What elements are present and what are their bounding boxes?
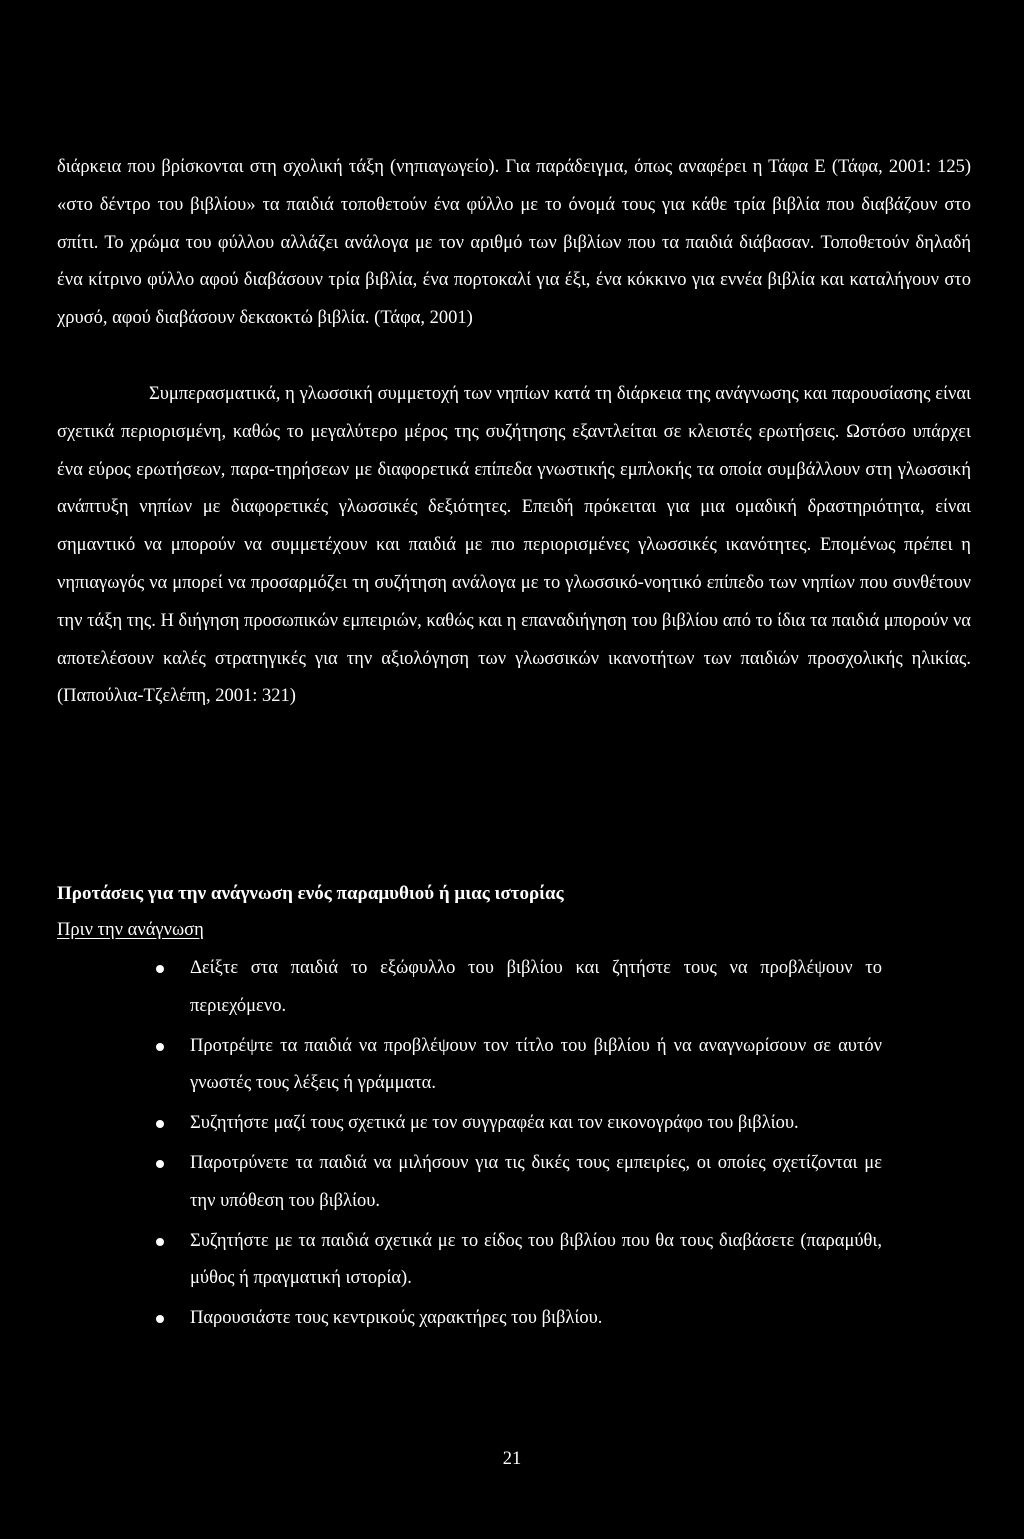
page-number: 21 bbox=[502, 1449, 522, 1469]
list-item-text: Παροτρύνετε τα παιδιά να μιλήσουν για τις δικές τους εμπειρίες, οι οποίες σχετίζονται με την υπόθεση του βιβλίου. bbox=[190, 1152, 882, 1211]
section-subheading: Πριν την ανάγνωση bbox=[57, 920, 204, 940]
list-item-text: Συζητήστε με τα παιδιά σχετικά με το είδος του βιβλίου που θα τους διαβάσετε (παραμύθι, μύθος ή πραγματική ιστορία). bbox=[190, 1230, 882, 1289]
bullet-icon bbox=[156, 1043, 164, 1051]
list-item-text: Προτρέψτε τα παιδιά να προβλέψουν τον τίτλο του βιβλίου ή να αναγνωρίσουν σε αυτόν γνωστές τους λέξεις ή γράμματα. bbox=[190, 1035, 882, 1094]
list-item bbox=[190, 1300, 882, 1338]
bullet-icon bbox=[156, 1120, 164, 1128]
list-item bbox=[190, 1105, 882, 1143]
list-item-text: Παρουσιάστε τους κεντρικούς χαρακτήρες του βιβλίου. bbox=[190, 1308, 603, 1329]
list-item bbox=[190, 1223, 882, 1299]
paragraph-book-tree: διάρκεια που βρίσκονται στη σχολική τάξη (νηπιαγωγείο). Για παράδειγμα, όπως αναφέρει η Τάφα Ε (Τάφα, 2001: 125) «στο δέντρο του βιβλίου» τα παιδιά τοποθετούν ένα φύλλο με το όνομά τους για κάθε τρία βιβλία που διαβάζουν στο σπίτι. Το χρώμα του φύλλου αλλάζει ανάλογα με τον αριθμό των βιβλίων που τα παιδιά διάβασαν. Τοποθετούν δηλαδή ένα κίτρινο φύλλο αφού διαβάσουν τρία βιβλία, ένα πορτοκαλί για έξι, ένα κόκκινο για εννέα βιβλία και καταλήγουν στο χρυσό, αφού διαβάσουν δεκαοκτώ βιβλία. (Τάφα, 2001) bbox=[57, 157, 971, 329]
bullet-icon bbox=[156, 1315, 164, 1323]
list-item bbox=[190, 1028, 882, 1104]
suggestions-list bbox=[0, 950, 1024, 1340]
list-item-text: Δείξτε στα παιδιά το εξώφυλλο του βιβλίου και ζητήστε τους να προβλέψουν το περιεχόμενο. bbox=[190, 958, 882, 1016]
bullet-icon bbox=[156, 965, 164, 973]
bullet-icon bbox=[156, 1160, 164, 1168]
list-item bbox=[190, 950, 882, 1026]
bullet-icon bbox=[156, 1238, 164, 1246]
paragraph-conclusion: Συμπερασματικά, η γλωσσική συμμετοχή των νηπίων κατά τη διάρκεια της ανάγνωσης και παρουσίασης είναι σχετικά περιορισμένη, καθώς το μεγαλύτερο μέρος της συζήτησης εξαντλείται σε κλειστές ερωτήσεις. Ωστόσο υπάρχει ένα εύρος ερωτήσεων, παρα-τηρήσεων με διαφορετικά επίπεδα γνωστικής εμπλοκής τα οποία συμβάλλουν στη γλωσσική ανάπτυξη νηπίων με διαφορετικές γλωσσικές δεξιότητες. Επειδή πρόκειται για μια ομαδική δραστηριότητα, είναι σημαντικό να μπορούν να συμμετέχουν και παιδιά με πιο περιορισμένες γλωσσικές ικανότητες. Επομένως πρέπει η νηπιαγωγός να μπορεί να προσαρμόζει τη συζήτηση ανάλογα με το γλωσσικό-νοητικό επίπεδο των νηπίων που συνθέτουν την τάξη της. Η διήγηση προσωπικών εμπειριών, καθώς και η επαναδιήγηση του βιβλίου από το ίδια τα παιδιά μπορούν να αποτελέσουν καλές στρατηγικές για την αξιολόγηση των γλωσσικών ικανοτήτων των παιδιών προσχολικής ηλικίας. (Παπούλια-Τζελέπη, 2001: 321) bbox=[57, 384, 971, 707]
list-item-text: Συζητήστε μαζί τους σχετικά με τον συγγραφέα και τον εικονογράφο του βιβλίου. bbox=[190, 1113, 799, 1134]
list-item bbox=[190, 1145, 882, 1221]
section-heading: Προτάσεις για την ανάγνωση ενός παραμυθιού ή μιας ιστορίας bbox=[57, 883, 564, 904]
